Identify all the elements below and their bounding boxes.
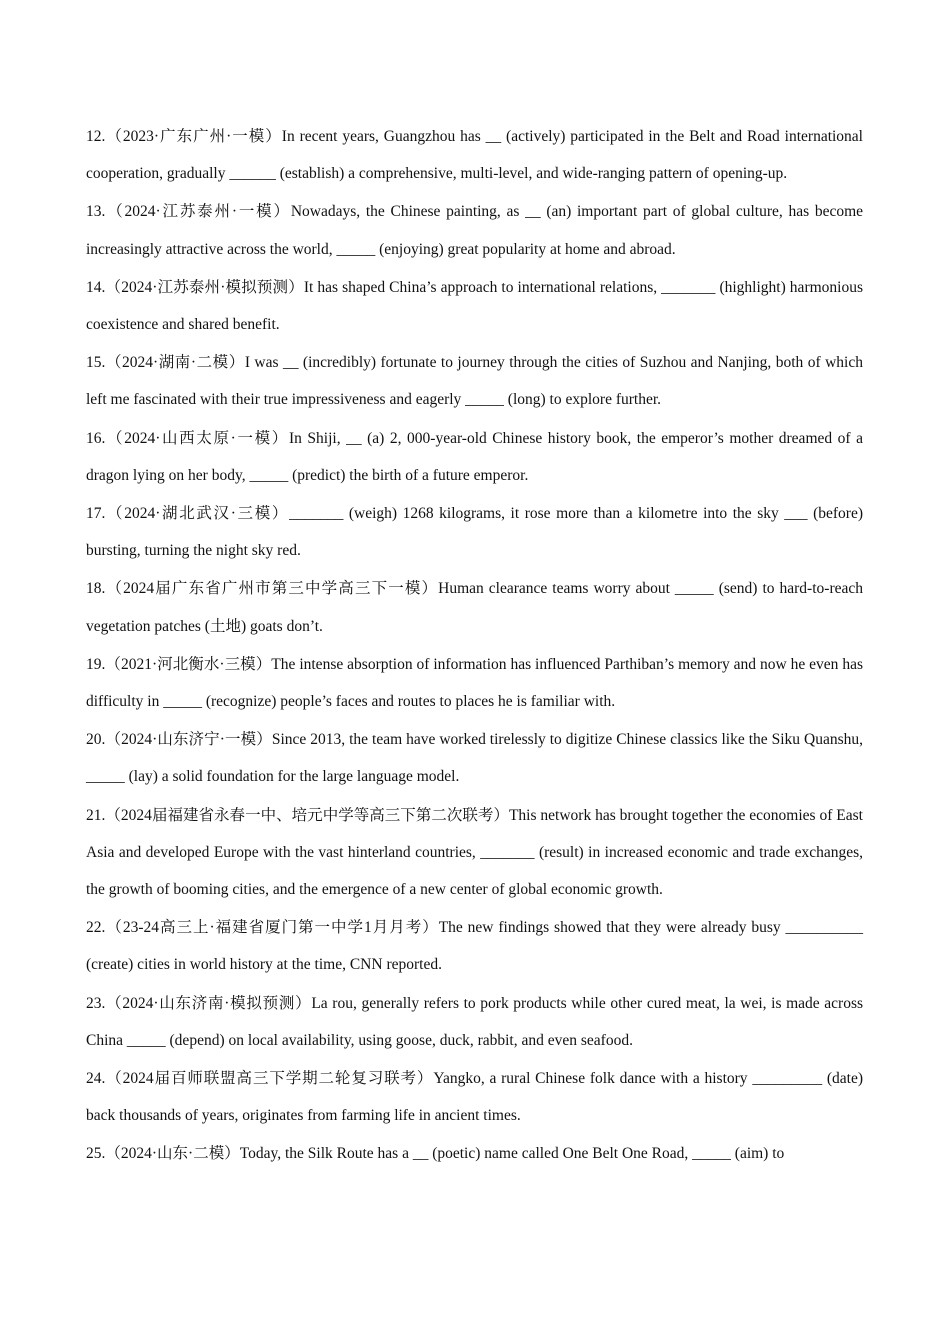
question-text: Since 2013, the team have worked tirelessly to digitize Chinese classics like the Siku Quanshu, _____ (lay) a solid foundation for the large language model. <box>86 731 863 786</box>
question-number: 23. <box>86 994 106 1012</box>
question-20 <box>86 721 863 795</box>
question-16 <box>86 420 863 494</box>
question-23 <box>86 985 863 1059</box>
question-number: 16. <box>86 429 106 447</box>
question-number: 19. <box>86 655 106 673</box>
question-19 <box>86 646 863 720</box>
question-text: In recent years, Guangzhou has __ (actively) participated in the Belt and Road international cooperation, gradually ______ (establish) a comprehensive, multi-level, and wide-ranging pattern of opening-up. <box>86 128 863 183</box>
question-text: _______ (weigh) 1268 kilograms, it rose more than a kilometre into the sky ___ (before) bursting, turning the night sky red. <box>86 505 863 560</box>
question-25 <box>86 1135 863 1172</box>
question-text: I was __ (incredibly) fortunate to journey through the cities of Suzhou and Nanjing, both of which left me fascinated with their true impressiveness and eagerly _____ (long) to explore further. <box>86 354 863 409</box>
question-text: The new findings showed that they were already busy __________ (create) cities in world history at the time, CNN reported. <box>86 919 864 974</box>
question-number: 22. <box>86 919 106 937</box>
question-number: 21. <box>86 806 106 824</box>
question-source: （2024·江苏泰州·模拟预测） <box>105 278 304 296</box>
question-source: （2024届福建省永春一中、培元中学等高三下第二次联考） <box>105 806 509 824</box>
question-source: （2024·山东济南·模拟预测） <box>105 994 312 1012</box>
question-text: Yangko, a rural Chinese folk dance with a history _________ (date) back thousands of years, originates from farming life in ancient times. <box>86 1070 863 1125</box>
question-text: La rou, generally refers to pork products while other cured meat, la wei, is made across China _____ (depend) on local availability, using goose, duck, rabbit, and even seafood. <box>86 994 864 1049</box>
question-14 <box>86 269 863 343</box>
question-source: （2024届百师联盟高三下学期二轮复习联考） <box>105 1070 434 1088</box>
question-source: （2024·江苏泰州·一模） <box>105 203 291 221</box>
question-17 <box>86 495 863 569</box>
question-18 <box>86 570 863 644</box>
question-number: 14. <box>86 278 106 296</box>
question-22 <box>86 909 863 983</box>
question-source: （2024·湖北武汉·三模） <box>105 505 290 523</box>
question-15 <box>86 344 863 418</box>
question-number: 20. <box>86 731 106 749</box>
question-13 <box>86 193 863 267</box>
question-source: （2024·山西太原·一模） <box>105 429 289 447</box>
question-source: （2024·山东济宁·一模） <box>105 731 272 749</box>
question-number: 15. <box>86 354 106 372</box>
question-number: 25. <box>86 1145 106 1163</box>
question-number: 24. <box>86 1070 106 1088</box>
question-number: 18. <box>86 580 106 598</box>
question-source: （2023·广东广州·一模） <box>105 128 282 145</box>
question-number: 13. <box>86 203 106 221</box>
question-text: Today, the Silk Route has a __ (poetic) name called One Belt One Road, _____ (aim) to <box>239 1145 785 1163</box>
question-source: （2024·山东·二模） <box>105 1145 240 1163</box>
question-text: It has shaped China’s approach to international relations, _______ (highlight) harmonious coexistence and shared benefit. <box>86 278 863 334</box>
question-12 <box>86 118 863 192</box>
question-source: （2024·湖南·二模） <box>105 354 245 372</box>
question-number: 12. <box>86 128 106 145</box>
worksheet-page <box>86 118 863 1174</box>
question-text: This network has brought together the economies of East Asia and developed Europe with the vast hinterland countries, _______ (result) in increased economic and trade exchanges, the growth of booming cities, and the emergence of a new center of global economic growth. <box>86 806 863 899</box>
question-number: 17. <box>86 505 106 523</box>
question-text: Nowadays, the Chinese painting, as __ (an) important part of global culture, has become increasingly attractive across the world, _____ (enjoying) great popularity at home and abroad. <box>86 203 864 258</box>
question-text: Human clearance teams worry about _____ (send) to hard-to-reach vegetation patches (土地) goats don’t. <box>86 580 863 635</box>
question-24 <box>86 1060 863 1134</box>
question-text: The intense absorption of information has influenced Parthiban’s memory and now he even has difficulty in _____ (recognize) people’s faces and routes to places he is familiar with. <box>86 655 863 711</box>
question-text: In Shiji, __ (a) 2, 000-year-old Chinese history book, the emperor’s mother dreamed of a dragon lying on her body, _____ (predict) the birth of a future emperor. <box>86 429 863 484</box>
question-source: （2021·河北衡水·三模） <box>105 655 272 673</box>
question-source: （23-24高三上·福建省厦门第一中学1月月考） <box>105 919 439 937</box>
question-source: （2024届广东省广州市第三中学高三下一模） <box>105 580 439 598</box>
question-21 <box>86 797 863 909</box>
